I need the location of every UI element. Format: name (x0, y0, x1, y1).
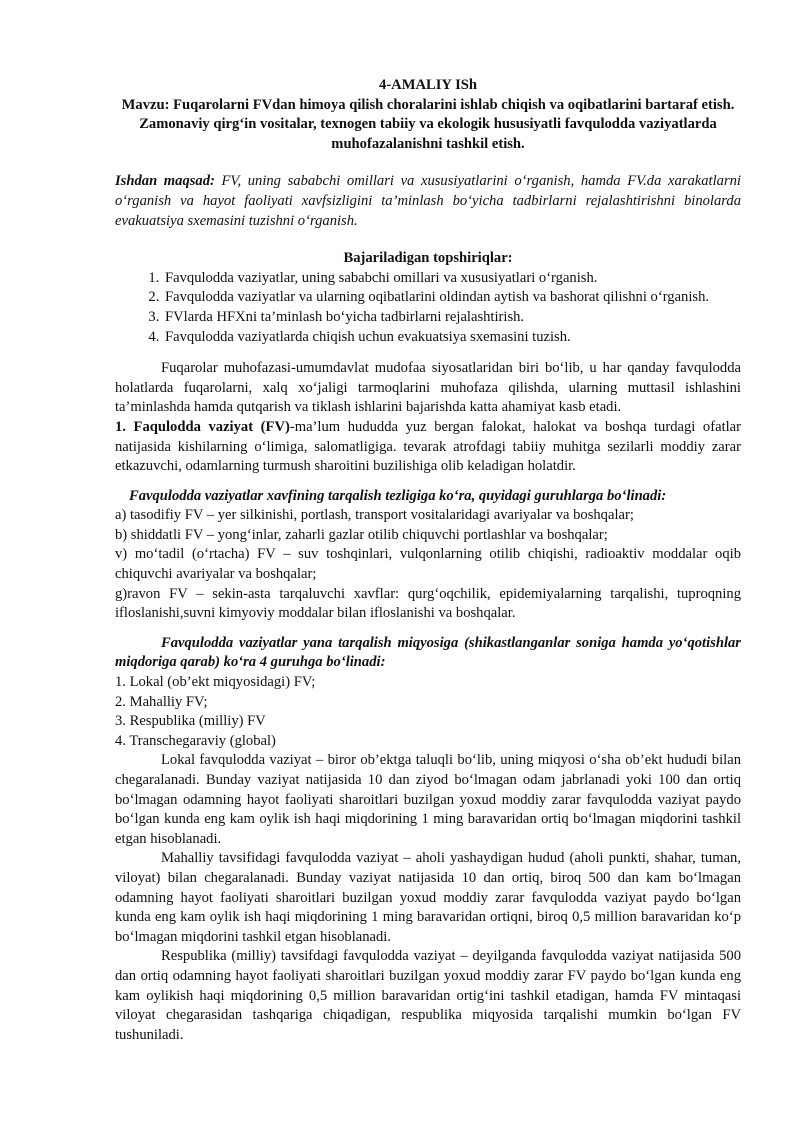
mahalliy-paragraph: Mahalliy tavsifidagi favqulodda vaziyat – aholi yashaydigan hudud (aholi punkti, shahar, tuman, viloyat) bilan chegaralanadi. Bunday vaziyat natijasida 10 dan ortiq, biroq 500 dan kam bo‘lmagan odamning hayot faoliyati sharoitlari buzilgan yoxud moddiy zarar favqulodda vaziyat paydo bo‘lgan kunda eng kam oylik ish haqi miqdorining 1 ming baravaridan ortiqni, biroq 0,5 million baravaridan ko‘p bo‘lmagan miqdorini tashkil etgan hisoblanadi. (115, 850, 741, 945)
document-body (115, 76, 741, 1045)
document-subtitle: Mavzu: Fuqarolarni FVdan himoya qilish choralarini ishlab chiqish va oqibatlarini bartaraf etish. Zamonaviy qirg‘in vositalar, texnogen tabiiy va ekologik hususiyatli favqulodda vaziyatlarda muhofazalanishni tashkil etish. (121, 96, 735, 152)
definition-lead: 1. Faqulodda vaziyat (FV) (115, 418, 290, 435)
scale-item: 4. Transchegaraviy (global) (115, 732, 276, 749)
speed-item: v) mo‘tadil (o‘rtacha) FV – suv toshqinlari, vulqonlarning otilib chiqishi, radioaktiv moddalar oqib chiquvchi avariyalar va boshqalar; (115, 546, 741, 583)
definition-text: -ma’lum hududda yuz bergan falokat, halokat va boshqa turdagi ofatlar natijasida kishilarning o‘limiga, salomatligiga. tevarak atrofdagi tabiiy muhitga sezilarli moddiy zarar etkazuvchi, odamlarning turmush sharoitini buzilishiga olib keladigan holatdir. (115, 418, 742, 475)
task-item: 4. Favqulodda vaziyatlarda chiqish uchun evakuatsiya sxemasini tuzish. (163, 328, 741, 348)
document-title: 4-AMALIY ISh (379, 77, 477, 93)
task-item: 2. Favqulodda vaziyatlar va ularning oqibatlarini oldindan aytish va bashorat qilishni o‘rganish. (163, 288, 741, 308)
intro-paragraph: Fuqarolar muhofazasi-umumdavlat mudofaa siyosatlaridan biri bo‘lib, u har qanday favqulodda holatlarda fuqarolarni, xalq xo‘jaligi tarmoqlarini muhofaza qilishda, ularning muttasil ishlashini ta’minlashda hamda qutqarish va tiklash ishlarini bajarishda katta ahamiyat kasb etadi. (115, 360, 741, 416)
scale-item: 1. Lokal (ob’ekt miqyosidagi) FV; (115, 674, 316, 691)
speed-heading: Favqulodda vaziyatlar xavfining tarqalish tezligiga ko‘ra, quyidagi guruhlarga bo‘linadi: (129, 487, 667, 504)
task-item: 1. Favqulodda vaziyatlar, uning sababchi omillari va xususiyatlari o‘rganish. (163, 269, 741, 289)
scale-item: 3. Respublika (milliy) FV (115, 713, 266, 730)
goal-text: FV, uning sababchi omillari va xususiyatlarini o‘rganish, hamda FV.da xarakatlarni o‘rganish va hayot faoliyati xavfsizligini ta’minlash bo‘yicha tadbirlarni rejalashtirishni binolarda evakuatsiya sxemasini tuzishni o‘rganish. (115, 173, 741, 229)
goal-paragraph (115, 172, 741, 231)
respublika-paragraph: Respublika (milliy) tavsifdagi favqulodda vaziyat – deyilganda favqulodda vaziyat natijasida 500 dan ortiq odamning hayot faoliyati sharoitlari buzilgan yoxud moddiy zarar FV paydo bo‘lgan kunda eng kam oylikish haqi miqdorining 0,5 million baravaridan ortig‘ini tashkil etadigan, hamda FV mintaqasi viloyat chegarasidan tashqariga chiqadigan, respublika miqyosida tarqalishi mumkin bo‘lgan FV tushuniladi. (115, 948, 741, 1043)
speed-item: a) tasodifiy FV – yer silkinishi, portlash, transport vositalaridagi avariyalar va boshqalar; (115, 507, 634, 524)
speed-item: g)ravon FV – sekin-asta tarqaluvchi xavflar: qurg‘oqchilik, epidemiyalarning tarqalishi, tuproqning ifloslanishi,suvni kimyoviy moddalar bilan ifloslanishi va boshqalar. (115, 585, 741, 622)
scale-item: 2. Mahalliy FV; (115, 693, 208, 710)
definition-paragraph (115, 418, 741, 477)
tasks-heading: Bajariladigan topshiriqlar: (343, 250, 513, 267)
tasks-list (115, 269, 741, 347)
local-paragraph: Lokal favqulodda vaziyat – biror ob’ektga taluqli bo‘lib, uning miqyosi o‘sha ob’ekt hududi bilan chegaralanadi. Bunday vaziyat natijasida 10 dan ziyod bo‘lmagan odam jabrlanadi yoki 100 dan ortiq bo‘lmagan odamning hayot faoliyati sharoitlari buzilgan yoxud moddiy zarar favqulodda vaziyat paydo bo‘lgan kunda eng kam oylik ish haqi miqdorining 1 ming baravaridan ortiq bo‘lmagan miqdorini tashkil etgan hisoblanadi. (115, 752, 741, 847)
speed-item: b) shiddatli FV – yong‘inlar, zaharli gazlar otilib chiquvchi portlashlar va boshqalar; (115, 526, 608, 543)
scale-heading: Favqulodda vaziyatlar yana tarqalish miqyosiga (shikastlanganlar soniga hamda yo‘qotishlar miqdoriga qarab) ko‘ra 4 guruhga bo‘linadi: (115, 634, 741, 671)
goal-label: Ishdan maqsad: (115, 173, 215, 190)
task-item: 3. FVlarda HFXni ta’minlash bo‘yicha tadbirlarni rejalashtirish. (163, 308, 741, 328)
